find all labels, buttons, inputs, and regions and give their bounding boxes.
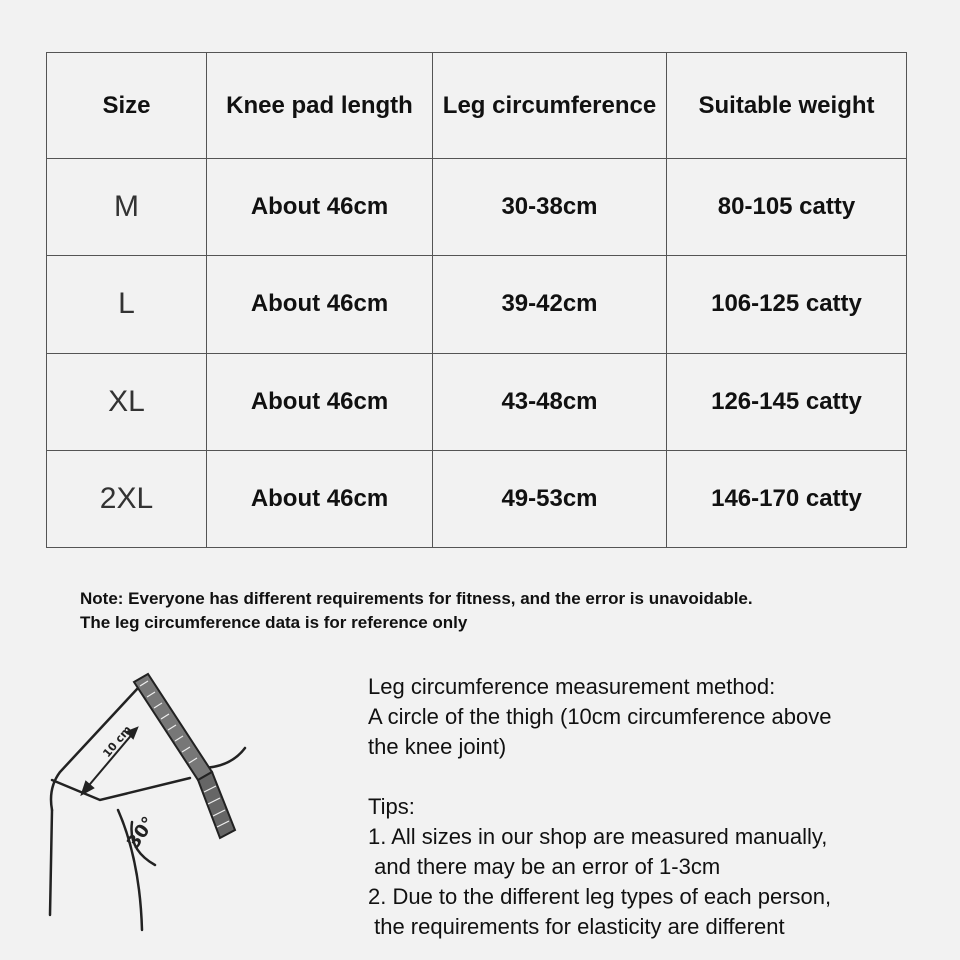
thigh-outline [51, 688, 138, 810]
method-title: Leg circumference measurement method: [368, 674, 776, 699]
distance-label: 10 cm [100, 723, 135, 760]
length-cell: About 46cm [207, 256, 433, 353]
size-cell: M [47, 159, 207, 256]
header-knee-pad-length: Knee pad length [207, 53, 433, 159]
table-row [47, 450, 907, 547]
table-row [47, 159, 907, 256]
size-cell: 2XL [47, 450, 207, 547]
circumference-cell: 49-53cm [433, 450, 667, 547]
table-row [47, 353, 907, 450]
header-leg-circumference: Leg circumference [433, 53, 667, 159]
length-cell: About 46cm [207, 159, 433, 256]
circumference-cell: 39-42cm [433, 256, 667, 353]
method-line-2: the knee joint) [368, 734, 507, 759]
method-line-1: A circle of the thigh (10cm circumference above [368, 704, 832, 729]
size-chart-table [46, 52, 907, 548]
length-cell: About 46cm [207, 450, 433, 547]
size-cell: L [47, 256, 207, 353]
note-line-1: Note: Everyone has different requirements for fitness, and the error is unavoidable. [80, 589, 753, 608]
size-cell: XL [47, 353, 207, 450]
measuring-tape-icon [134, 674, 235, 838]
fitness-note [80, 587, 753, 635]
tip-2-line-2: the requirements for elasticity are different [368, 914, 785, 939]
tips-title: Tips: [368, 794, 415, 819]
knee-measurement-diagram [30, 660, 290, 940]
table-header-row [47, 53, 907, 159]
angle-label: 30° [122, 812, 160, 853]
weight-cell: 106-125 catty [667, 256, 907, 353]
circumference-cell: 30-38cm [433, 159, 667, 256]
weight-cell: 126-145 catty [667, 353, 907, 450]
length-cell: About 46cm [207, 353, 433, 450]
leg-back-outline [50, 810, 52, 915]
note-line-2: The leg circumference data is for reference only [80, 613, 468, 632]
knee-crease [52, 778, 190, 800]
circumference-cell: 43-48cm [433, 353, 667, 450]
measurement-method-text [368, 672, 831, 942]
header-suitable-weight: Suitable weight [667, 53, 907, 159]
weight-cell: 146-170 catty [667, 450, 907, 547]
header-size: Size [47, 53, 207, 159]
tip-1-line-2: and there may be an error of 1-3cm [368, 854, 721, 879]
tip-2-line-1: 2. Due to the different leg types of each person, [368, 884, 832, 909]
tip-1-line-1: 1. All sizes in our shop are measured manually, [368, 824, 828, 849]
weight-cell: 80-105 catty [667, 159, 907, 256]
table-row [47, 256, 907, 353]
